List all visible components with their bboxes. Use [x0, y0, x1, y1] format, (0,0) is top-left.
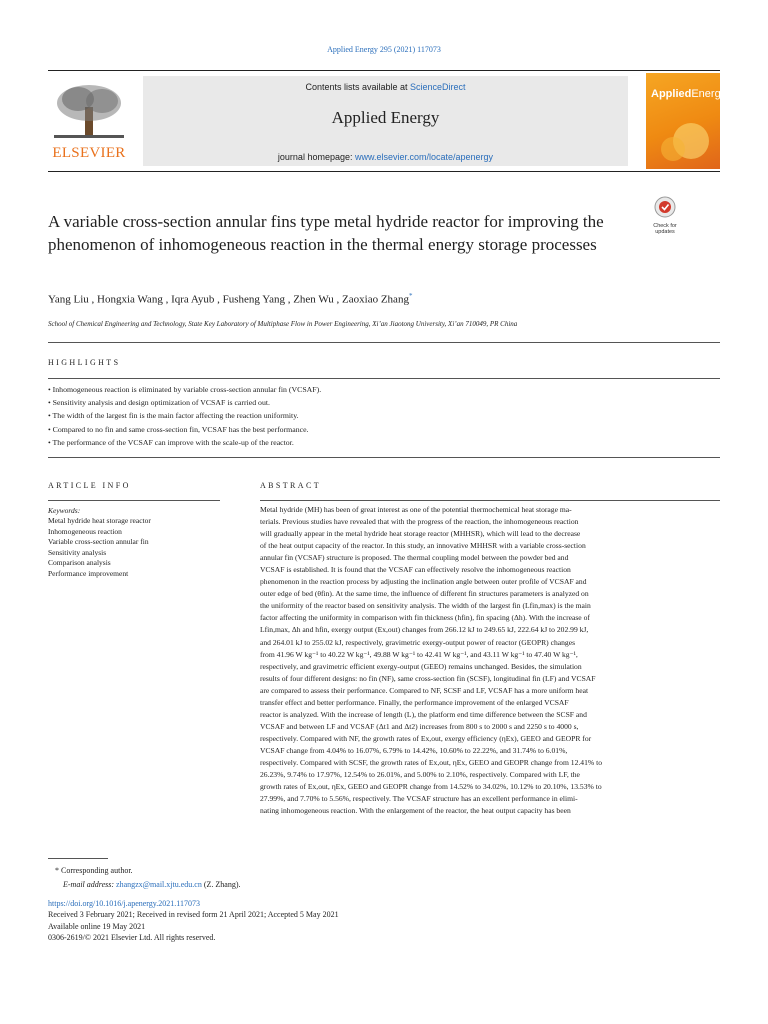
keyword-item: Comparison analysis	[48, 558, 111, 568]
copyright-line: 0306-2619/© 2021 Elsevier Ltd. All rights reserved.	[48, 933, 216, 943]
abstract-text	[260, 504, 720, 817]
sciencedirect-link[interactable]: ScienceDirect	[410, 82, 466, 92]
corresponding-author-mark[interactable]: *	[408, 292, 413, 300]
abstract-line: VCSAF is established. It is found that the VCSAF can effectively resolve the inhomogeneous reaction	[260, 565, 571, 575]
divider	[48, 342, 720, 343]
highlight-item: • The width of the largest fin is the main factor affecting the reaction uniformity.	[48, 411, 299, 421]
article-title: A variable cross-section annular fins type metal hydride reactor for improving the phenomenon of inhomogeneous reaction in the thermal energy storage processes	[48, 212, 604, 254]
keyword-item: Metal hydride heat storage reactor	[48, 516, 151, 525]
check-for-updates-badge[interactable]	[645, 196, 685, 236]
footnote-divider	[48, 858, 108, 859]
highlight-item: • Compared to no fin and same cross-section fin, VCSAF has the best performance.	[48, 424, 309, 434]
article-info-heading: ARTICLE INFO	[48, 481, 131, 490]
available-online-date: Available online 19 May 2021	[48, 921, 146, 931]
author-affiliation: School of Chemical Engineering and Technology, State Key Laboratory of Multiphase Flow in Power Engineering, Xi’an Jiaotong University, Xi’an 710049, PR China	[48, 320, 518, 328]
highlights-list	[48, 383, 321, 449]
email-suffix: (Z. Zhang).	[201, 880, 241, 889]
abstract-line: phenomenon in the reaction process by adjusting the inclination angle between outer profile of VCSAF and	[260, 577, 587, 587]
divider	[48, 378, 720, 379]
abstract-line: and 264.01 kJ to 255.02 kJ, respectively, gravimetric exergy-output power of reactor (GEOPR) changes	[260, 637, 576, 647]
abstract-line: 26.23%, 9.74% to 17.97%, 12.54% to 26.01%, and 5.00% to 2.10%, respectively. Compared with LF, the	[260, 770, 580, 780]
journal-cover-thumbnail[interactable]	[646, 73, 727, 169]
keyword-item: Performance improvement	[48, 568, 129, 578]
email-note	[63, 880, 240, 889]
journal-name: Applied Energy	[331, 108, 440, 127]
abstract-line: from 41.96 W kg⁻¹ to 40.22 W kg⁻¹, 49.88 W kg⁻¹ to 42.41 W kg⁻¹, and 43.11 W kg⁻¹ to 47.40 W kg⁻¹,	[260, 649, 578, 659]
tree-icon	[48, 81, 130, 141]
abstract-line: nating inhomogeneous reaction. With the enlargement of the reactor, the heat output capacity has been	[260, 806, 571, 816]
check-updates-icon	[654, 196, 676, 218]
elsevier-wordmark: ELSEVIER	[52, 145, 126, 161]
abstract-line: terials. Previous studies have revealed that with the progress of the reaction, the inhomogeneous reaction	[260, 517, 579, 527]
homepage-line	[143, 152, 628, 162]
abstract-heading: ABSTRACT	[260, 481, 321, 490]
highlights-heading: HIGHLIGHTS	[48, 358, 121, 367]
abstract-line: Metal hydride (MH) has been of great interest as one of the potential thermochemical heat storage ma-	[260, 505, 572, 514]
abstract-line: annular fin (VCSAF) structure is proposed. The thermal coupling model between the powder bed and	[260, 553, 569, 563]
abstract-line: respectively. Compared with NF, the growth rates of Ex,out, exergy efficiency (ηEx), GEEO and GEOPR for	[260, 733, 592, 743]
abstract-line: are compared to assess their performance. Compared to NF, SCSF and LF, VCSAF has a more uniform heat	[260, 685, 589, 695]
cover-title: AppliedEnergy	[651, 88, 727, 100]
highlight-item: • The performance of the VCSAF can improve with the scale-up of the reactor.	[48, 437, 294, 447]
abstract-line: VCSAF change from 4.04% to 16.07%, 6.79% to 14.42%, 10.60% to 22.22%, and 31.74% to 6.01%,	[260, 745, 568, 755]
contents-line	[143, 82, 628, 92]
email-label: E-mail address:	[63, 880, 117, 889]
abstract-line: VCSAF and between LF and VCSAF (Δt1 and Δt2) increases from 800 s to 2000 s and 2250 s to 4000 s,	[260, 721, 579, 731]
author-list	[48, 292, 412, 306]
divider	[48, 500, 220, 501]
abstract-line: the uniformity of the reactor based on sensitivity analysis. The width of the largest fin (Lfin,max) is the main	[260, 601, 591, 611]
doi-link[interactable]: https://doi.org/10.1016/j.apenergy.2021.117073	[48, 899, 200, 908]
keyword-item: Sensitivity analysis	[48, 547, 107, 557]
cover-art-image	[651, 115, 715, 163]
publication-info	[48, 898, 339, 944]
highlight-item: • Sensitivity analysis and design optimization of VCSAF is carried out.	[48, 398, 270, 408]
author-names: Yang Liu , Hongxia Wang , Iqra Ayub , Fusheng Yang , Zhen Wu , Zaoxiao Zhang	[48, 293, 409, 306]
journal-masthead	[48, 70, 727, 172]
corresponding-author-note: * Corresponding author.	[55, 866, 133, 875]
elsevier-tree-logo	[48, 81, 130, 161]
divider	[260, 500, 720, 501]
keyword-item: Inhomogeneous reaction	[48, 526, 122, 536]
journal-reference-link[interactable]: Applied Energy 295 (2021) 117073	[327, 45, 441, 54]
abstract-line: reactor is analyzed. With the increase of length (L), the platform end time difference between the SCSF and	[260, 709, 587, 719]
homepage-prefix: journal homepage:	[277, 152, 355, 162]
keywords-label: Keywords:	[48, 506, 81, 515]
divider	[48, 457, 720, 458]
abstract-line: outer edge of bed (θfin). At the same time, the influence of different fin structures parameters is analyzed on	[260, 589, 589, 599]
abstract-line: 27.99%, and 7.70% to 5.56%, respectively. The VCSAF structure has an excellent performance in elimi-	[260, 794, 578, 804]
journal-homepage-link[interactable]: www.elsevier.com/locate/apenergy	[354, 152, 494, 162]
abstract-line: growth rates of Ex,out, ηEx, GEEO and GEOPR change from 14.52% to 34.02%, 10.12% to 20.10%, 13.53% to	[260, 782, 602, 792]
keywords-list	[48, 516, 151, 580]
check-updates-label: Check for updates	[653, 223, 677, 235]
contents-prefix: Contents lists available at	[305, 82, 411, 92]
abstract-line: results of four different designs: no fin (NF), same cross-section fin (SCSF), longitudinal fin (LF) and VCSAF	[260, 673, 596, 683]
abstract-line: respectively, and gravimetric efficient exergy-output (GEEO) remains unchanged. Besides, the simulation	[260, 661, 582, 671]
keyword-item: Variable cross-section annular fin	[48, 537, 149, 547]
highlight-item: • Inhomogeneous reaction is eliminated by variable cross-section annular fin (VCSAF).	[48, 385, 322, 394]
email-link[interactable]: zhangzx@mail.xjtu.edu.cn	[116, 880, 202, 889]
abstract-line: respectively. Compared with SCSF, the growth rates of Ex,out, ηEx, GEEO and GEOPR change from 12.41% to	[260, 757, 602, 767]
received-dates: Received 3 February 2021; Received in revised form 21 April 2021; Accepted 5 May 2021	[48, 910, 339, 920]
abstract-line: Lfin,max, Δh and hfin, exergy output (Ex,out) changes from 266.12 kJ to 249.65 kJ, 222.64 kJ to 202.99 kJ,	[260, 625, 589, 635]
journal-info-band	[143, 76, 628, 166]
abstract-line: transfer effect and better performance. Finally, the performance improvement of the enlarged VCSAF	[260, 697, 569, 707]
abstract-line: will gradually appear in the metal hydride heat storage reactor (MHHSR), which will lead to the decrease	[260, 529, 581, 539]
abstract-line: factor affecting the uniformity in comparison with fin thickness (hfin), fin spacing (Δh). With the increase of	[260, 613, 590, 623]
abstract-line: of the heat output capacity of the reactor. In this study, an innovative MHHSR with a variable cross-section	[260, 541, 586, 551]
